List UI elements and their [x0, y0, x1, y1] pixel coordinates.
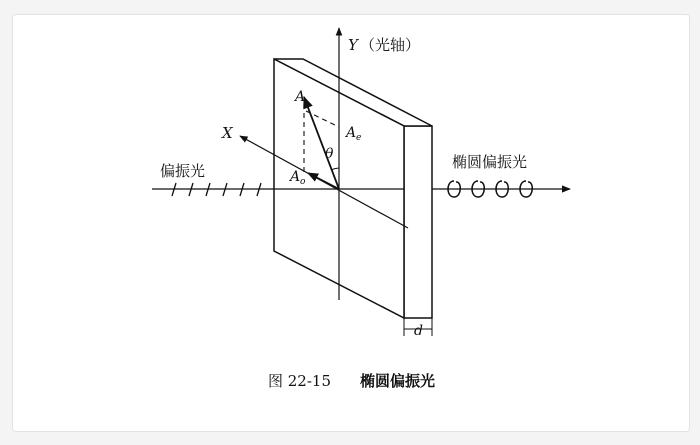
- output-light-label: 椭圆偏振光: [452, 153, 528, 171]
- ordinary-label: A: [290, 169, 301, 185]
- figure-title: 椭圆偏振光: [360, 372, 436, 390]
- amplitude-label: A: [295, 89, 306, 105]
- optic-axis-label: （光轴）: [360, 36, 421, 54]
- y-axis-label: Y: [348, 36, 358, 54]
- incident-light-label: 偏振光: [160, 162, 206, 180]
- extraordinary-label: A: [346, 125, 357, 141]
- figure-number: 图 22-15: [268, 372, 332, 390]
- theta-label: θ: [325, 146, 334, 162]
- x-axis-label: X: [222, 124, 233, 142]
- plate-side-face: [404, 126, 432, 318]
- extraordinary-subscript: e: [356, 133, 362, 143]
- thickness-label: d: [414, 323, 423, 339]
- ordinary-subscript: o: [300, 177, 306, 187]
